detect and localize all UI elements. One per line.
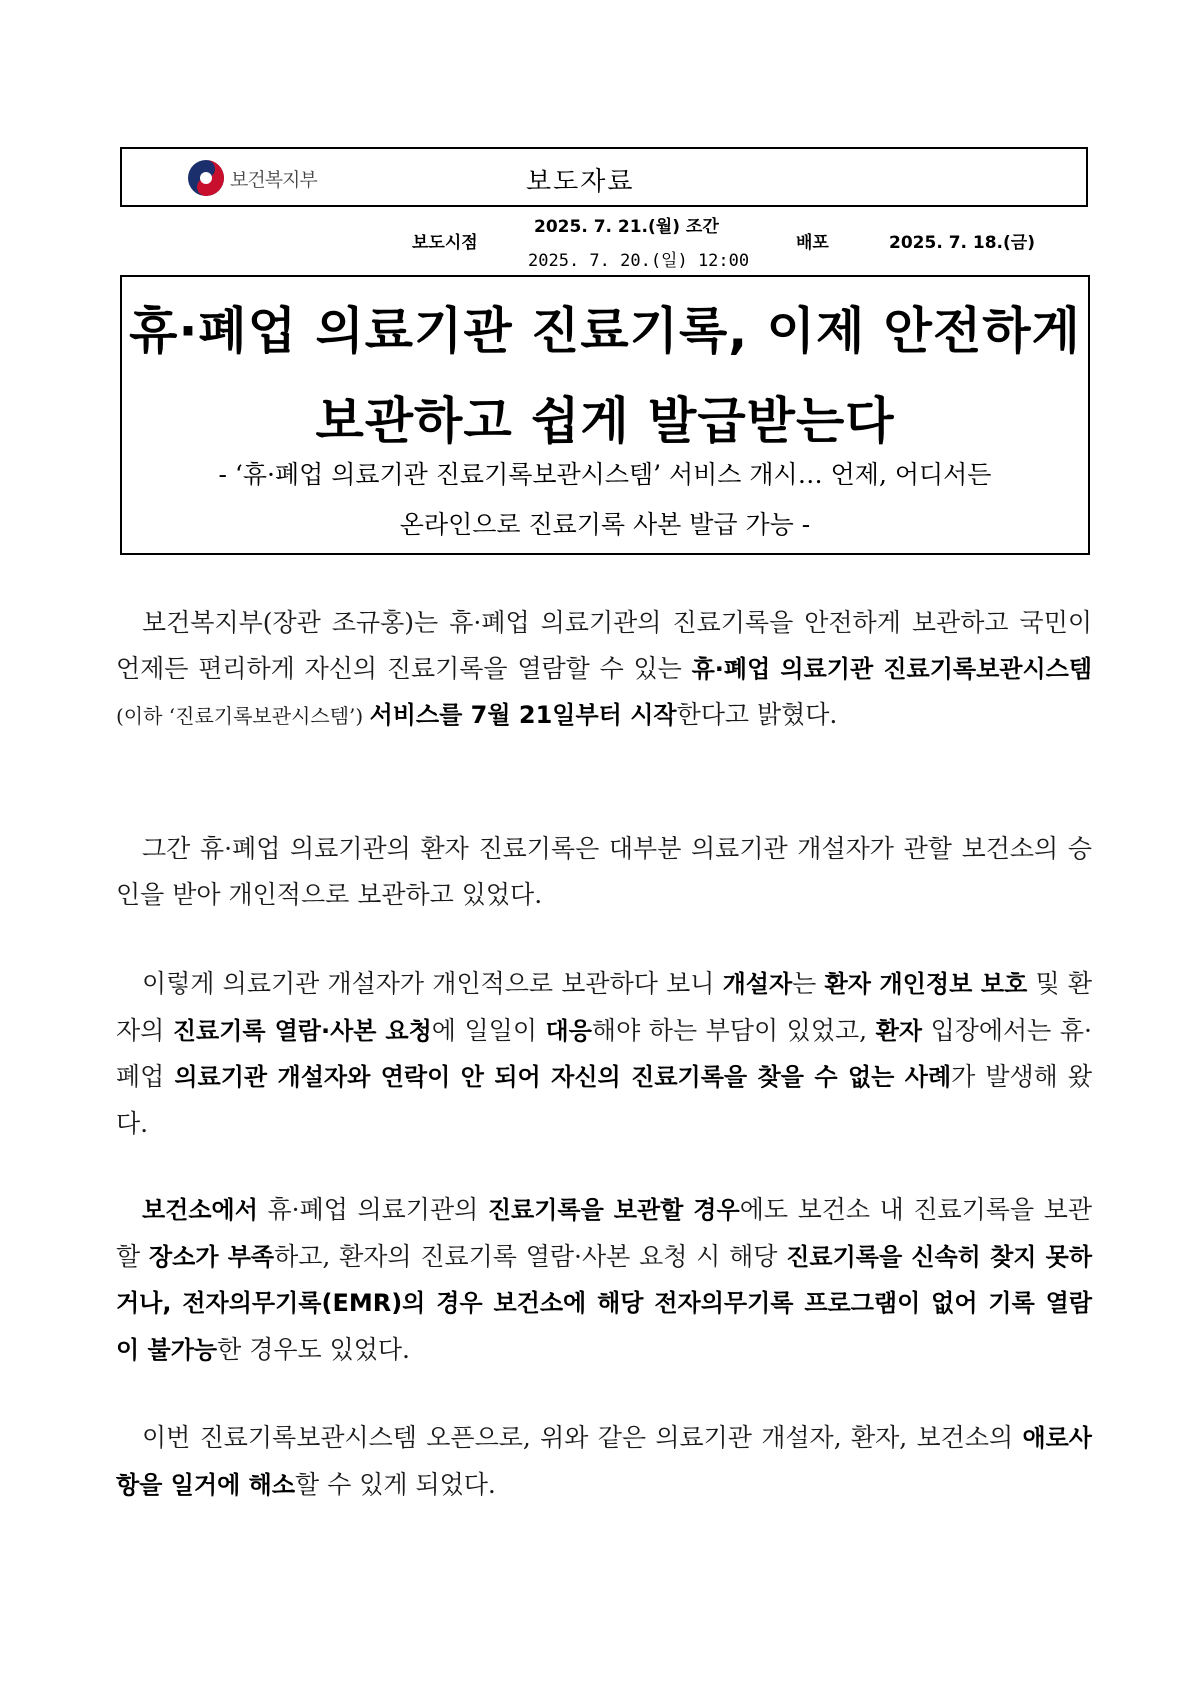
document-type-label: 보도자료 (526, 167, 635, 197)
release-time-label: 보도시점 (412, 233, 478, 253)
release-secondary-date: 2025. 7. 20.(일) 12:00 (528, 251, 750, 271)
subtitle-line-1: - ‘휴·폐업 의료기관 진료기록보관시스템’ 서비스 개시… 언제, 어디서든 (218, 460, 992, 489)
headline-line-2: 보관하고 쉽게 발급받는다 (315, 392, 895, 450)
body-paragraph-1: 보건복지부(장관 조규홍)는 휴·폐업 의료기관의 진료기록을 안전하게 보관하고 국민이 언제든 편리하게 자신의 진료기록을 열람할 수 있는 휴·폐업 의료기관 진료기록보관시스템(이하 ‘진료기록보관시스템’) 서비스를 7월 21일부터 시작한다고 밝혔다. (116, 608, 1093, 729)
taegeuk-emblem-icon (186, 158, 226, 198)
press-release-header-box (120, 147, 1088, 207)
distribution-date: 2025. 7. 18.(금) (889, 233, 1035, 253)
ministry-logo (186, 158, 317, 198)
release-primary-date: 2025. 7. 21.(월) 조간 (534, 217, 719, 237)
body-paragraph-2: 그간 휴·폐업 의료기관의 환자 진료기록은 대부분 의료기관 개설자가 관할 보건소의 승인을 받아 개인적으로 보관하고 있었다. (116, 834, 1092, 909)
body-paragraph-3: 이렇게 의료기관 개설자가 개인적으로 보관하다 보니 개설자는 환자 개인정보 보호 및 환자의 진료기록 열람·사본 요청에 일일이 대응해야 하는 부담이 있었고, 환자 입장에서는 휴·폐업 의료기관 개설자와 연락이 안 되어 자신의 진료기록을 찾을 수 없는 사례가 발생해 왔다. (116, 969, 1093, 1138)
distribution-label: 배포 (796, 233, 829, 253)
headline-line-1: 휴·폐업 의료기관 진료기록, 이제 안전하게 (129, 302, 1081, 360)
body-paragraph-5: 이번 진료기록보관시스템 오픈으로, 위와 같은 의료기관 개설자, 환자, 보건소의 애로사항을 일거에 해소할 수 있게 되었다. (116, 1423, 1092, 1499)
headline-box (120, 275, 1090, 555)
ministry-name: 보건복지부 (230, 168, 317, 191)
body-paragraph-4: 보건소에서 휴·폐업 의료기관의 진료기록을 보관할 경우에도 보건소 내 진료기록을 보관할 장소가 부족하고, 환자의 진료기록 열람·사본 요청 시 해당 진료기록을 신속히 찾지 못하거나, 전자의무기록(EMR)의 경우 보건소에 해당 전자의무기록 프로그램이 없어 기록 열람이 불가능한 경우도 있었다. (116, 1195, 1093, 1364)
subtitle-line-2: 온라인으로 진료기록 사본 발급 가능 - (399, 510, 811, 539)
